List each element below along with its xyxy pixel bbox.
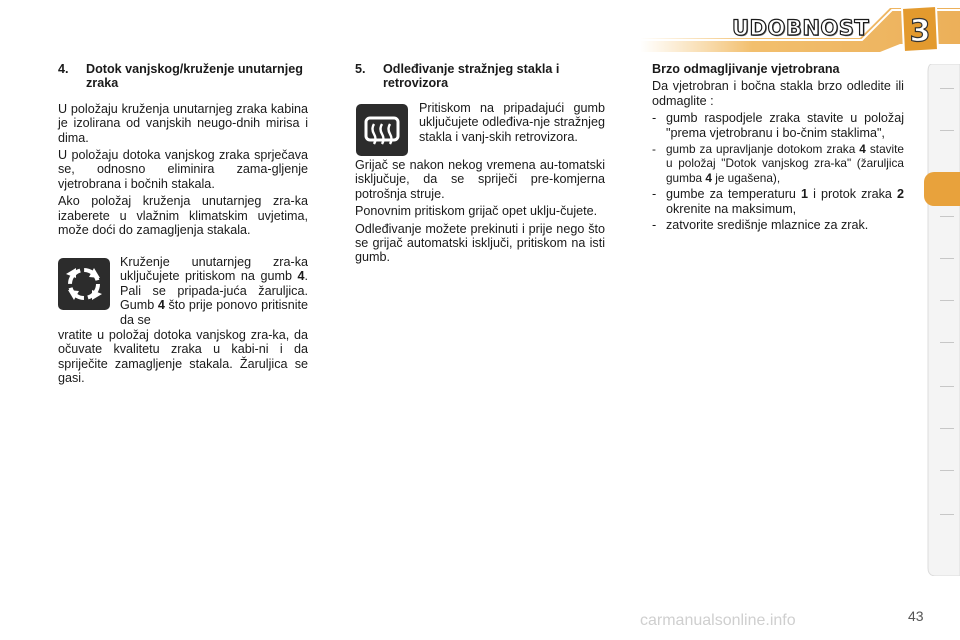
rear-defrost-text: Pritiskom na pripadajući gumb uključujete odleđiva-nje stražnjeg stakla i vanj-skih retrovizora. <box>419 101 605 144</box>
tab-divider <box>940 428 954 429</box>
paragraph: U položaju dotoka vanjskog zraka sprječava se, odnosno eliminira zama-gljenje vjetrobrana i bočnih stakala. <box>58 148 308 191</box>
text-run: zatvorite središnje mlaznice za zrak. <box>666 218 869 233</box>
heading-air-intake <box>58 62 308 91</box>
list-item <box>652 187 904 216</box>
active-chapter-tab[interactable] <box>924 172 960 206</box>
button-ref: 1 <box>801 187 809 202</box>
column-air-intake <box>58 62 308 240</box>
tab-divider <box>940 258 954 259</box>
rear-defrost-icon <box>356 104 408 156</box>
heading-text: Dotok vanjskog/kruženje unutarnjeg zraka <box>86 62 303 91</box>
page-number: 43 <box>908 608 924 624</box>
side-tab-rail <box>924 64 960 576</box>
paragraph: Da vjetrobran i bočna stakla brzo odledite ili odmaglite : <box>652 79 904 108</box>
section-title: UDOBNOST <box>732 16 870 40</box>
tab-divider <box>940 88 954 89</box>
list-item <box>652 111 904 140</box>
heading-text: Odleđivanje stražnjeg stakla i retrovizora <box>383 62 560 91</box>
paragraph: Ako položaj kruženja unutarnjeg zra-ka izaberete u vlažnim klimatskim uvjetima, može doći do zamagljenja stakala. <box>58 194 308 238</box>
steps-list <box>652 111 904 232</box>
heading-fast-demist: Brzo odmagljivanje vjetrobrana <box>652 62 840 76</box>
recirculation-text <box>120 255 308 327</box>
text-run: gumbe za temperaturu <box>666 187 801 202</box>
button-ref: 4 <box>859 142 866 157</box>
button-ref: 4 <box>705 170 712 185</box>
rear-defrost-paragraphs <box>355 158 605 268</box>
text-run: . Pali se pripada-juća žaruljica. Gumb <box>120 269 308 313</box>
paragraph: Odleđivanje možete prekinuti i prije nego što se grijač automatski isključi, pritiskom na isti gumb. <box>355 221 605 265</box>
tab-divider <box>940 300 954 301</box>
text-run: gumb za upravljanje dotokom zraka <box>666 142 860 157</box>
list-item <box>652 142 904 185</box>
paragraph: Grijač se nakon nekog vremena au-tomatski isključuje, da se spriječi pre-komjerna potrošnja struje. <box>355 158 605 201</box>
watermark: carmanualsonline.info <box>640 612 796 629</box>
text-run: gumb raspodjele zraka stavite u položaj "prema vjetrobranu i bo-čnim staklima", <box>666 111 904 140</box>
tab-divider <box>940 470 954 471</box>
heading-number: 5. <box>355 62 366 76</box>
tab-divider <box>940 514 954 515</box>
text-run: je ugašena), <box>711 170 781 185</box>
text-run: stavite u položaj "Dotok vanjskog zra-ka" (žaruljica gumba <box>666 142 904 185</box>
button-ref: 2 <box>896 187 904 202</box>
text-run: i protok zraka <box>808 187 897 202</box>
text-run: što prije ponovo pritisnite da se <box>120 298 308 327</box>
heading-rear-defrost <box>355 62 605 91</box>
tab-divider <box>940 216 954 217</box>
air-recirculation-icon <box>58 258 110 310</box>
column-rear-defrost <box>355 62 605 91</box>
button-ref: 4 <box>157 298 165 313</box>
recirculation-text-cont: vratite u položaj dotoka vanjskog zra-ka, da očuvate kvalitetu zraka u kabi-ni i da spriječite zamagljenje stakala. Žaruljica se gasi. <box>58 328 308 386</box>
button-ref: 4 <box>297 269 305 284</box>
column-fast-demist <box>652 62 904 234</box>
text-run: okrenite na maksimum, <box>666 201 797 216</box>
tab-divider <box>940 386 954 387</box>
tab-divider <box>940 130 954 131</box>
list-item <box>652 218 904 232</box>
chapter-number: 3 <box>909 14 931 49</box>
heading-number: 4. <box>58 62 69 76</box>
paragraph: Ponovnim pritiskom grijač opet uklju-čujete. <box>355 204 598 219</box>
text-run: Kruženje unutarnjeg zra-ka uključujete pritiskom na gumb <box>120 255 308 284</box>
paragraph: U položaju kruženja unutarnjeg zraka kabina je izolirana od vanjskih neugo-dnih mirisa i dima. <box>58 101 308 145</box>
tab-divider <box>940 342 954 343</box>
